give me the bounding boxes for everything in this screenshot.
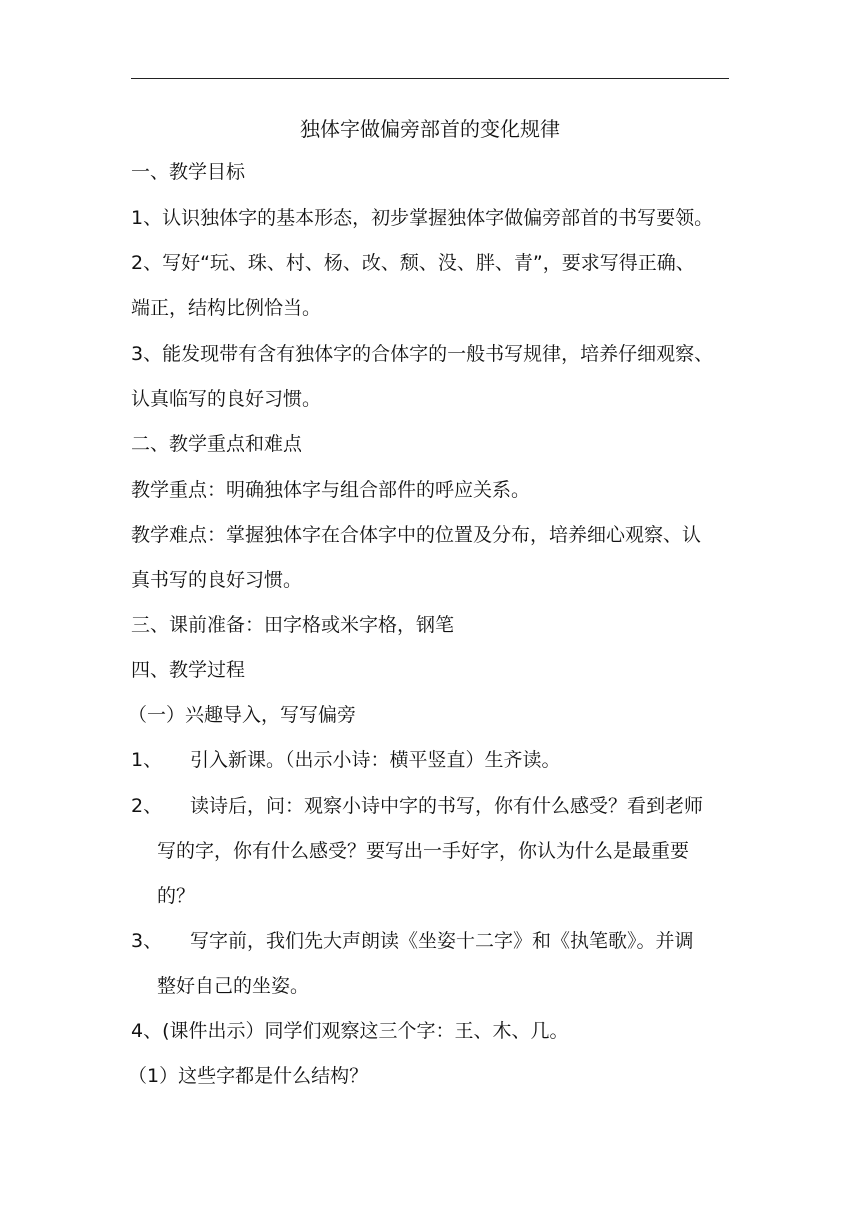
subsection-heading-intro: （一）兴趣导入，写写偏旁 (128, 704, 357, 726)
section-heading-focus: 二、教学重点和难点 (131, 433, 303, 455)
step-2-text-end: 的？ (157, 885, 196, 907)
goal-2: 2、写好“玩、珠、村、杨、改、颓、没、胖、青”，要求写得正确、 (131, 252, 695, 274)
step-3-text: 写字前，我们先大声朗读《坐姿十二字》和《执笔歌》。并调 (190, 930, 694, 952)
difficulty-point: 教学难点：掌握独体字在合体字中的位置及分布，培养细心观察、认 (131, 524, 702, 546)
goal-2-continued: 端正，结构比例恰当。 (131, 297, 322, 319)
question-1: （1）这些字都是什么结构？ (128, 1065, 369, 1087)
focus-point: 教学重点：明确独体字与组合部件的呼应关系。 (131, 479, 531, 501)
step-1-text: 引入新课。（出示小诗：横平竖直）生齐读。 (190, 749, 561, 771)
section-heading-goals: 一、教学目标 (131, 161, 246, 183)
step-2-text: 读诗后，问：观察小诗中字的书写，你有什么感受？看到老师 (190, 795, 704, 817)
header-rule (131, 78, 729, 79)
difficulty-point-continued: 真书写的良好习惯。 (131, 569, 303, 591)
step-1-number: 1、 (131, 749, 163, 771)
step-2-number: 2、 (131, 795, 163, 817)
section-heading-preparation: 三、课前准备：田字格或米字格，钢笔 (131, 614, 455, 636)
step-3-number: 3、 (131, 930, 163, 952)
document-title: 独体字做偏旁部首的变化规律 (300, 117, 560, 141)
section-heading-process: 四、教学过程 (131, 659, 246, 681)
step-3-text-continued: 整好自己的坐姿。 (157, 975, 310, 997)
step-4: 4、(课件出示）同学们观察这三个字：王、木、几。 (131, 1020, 569, 1042)
goal-1: 1、认识独体字的基本形态，初步掌握独体字做偏旁部首的书写要领。 (131, 207, 714, 229)
step-2-text-continued: 写的字，你有什么感受？要写出一手好字，你认为什么是最重要 (157, 840, 690, 862)
goal-3-continued: 认真临写的良好习惯。 (131, 388, 322, 410)
goal-3: 3、能发现带有含有独体字的合体字的一般书写规律，培养仔细观察、 (131, 343, 714, 365)
